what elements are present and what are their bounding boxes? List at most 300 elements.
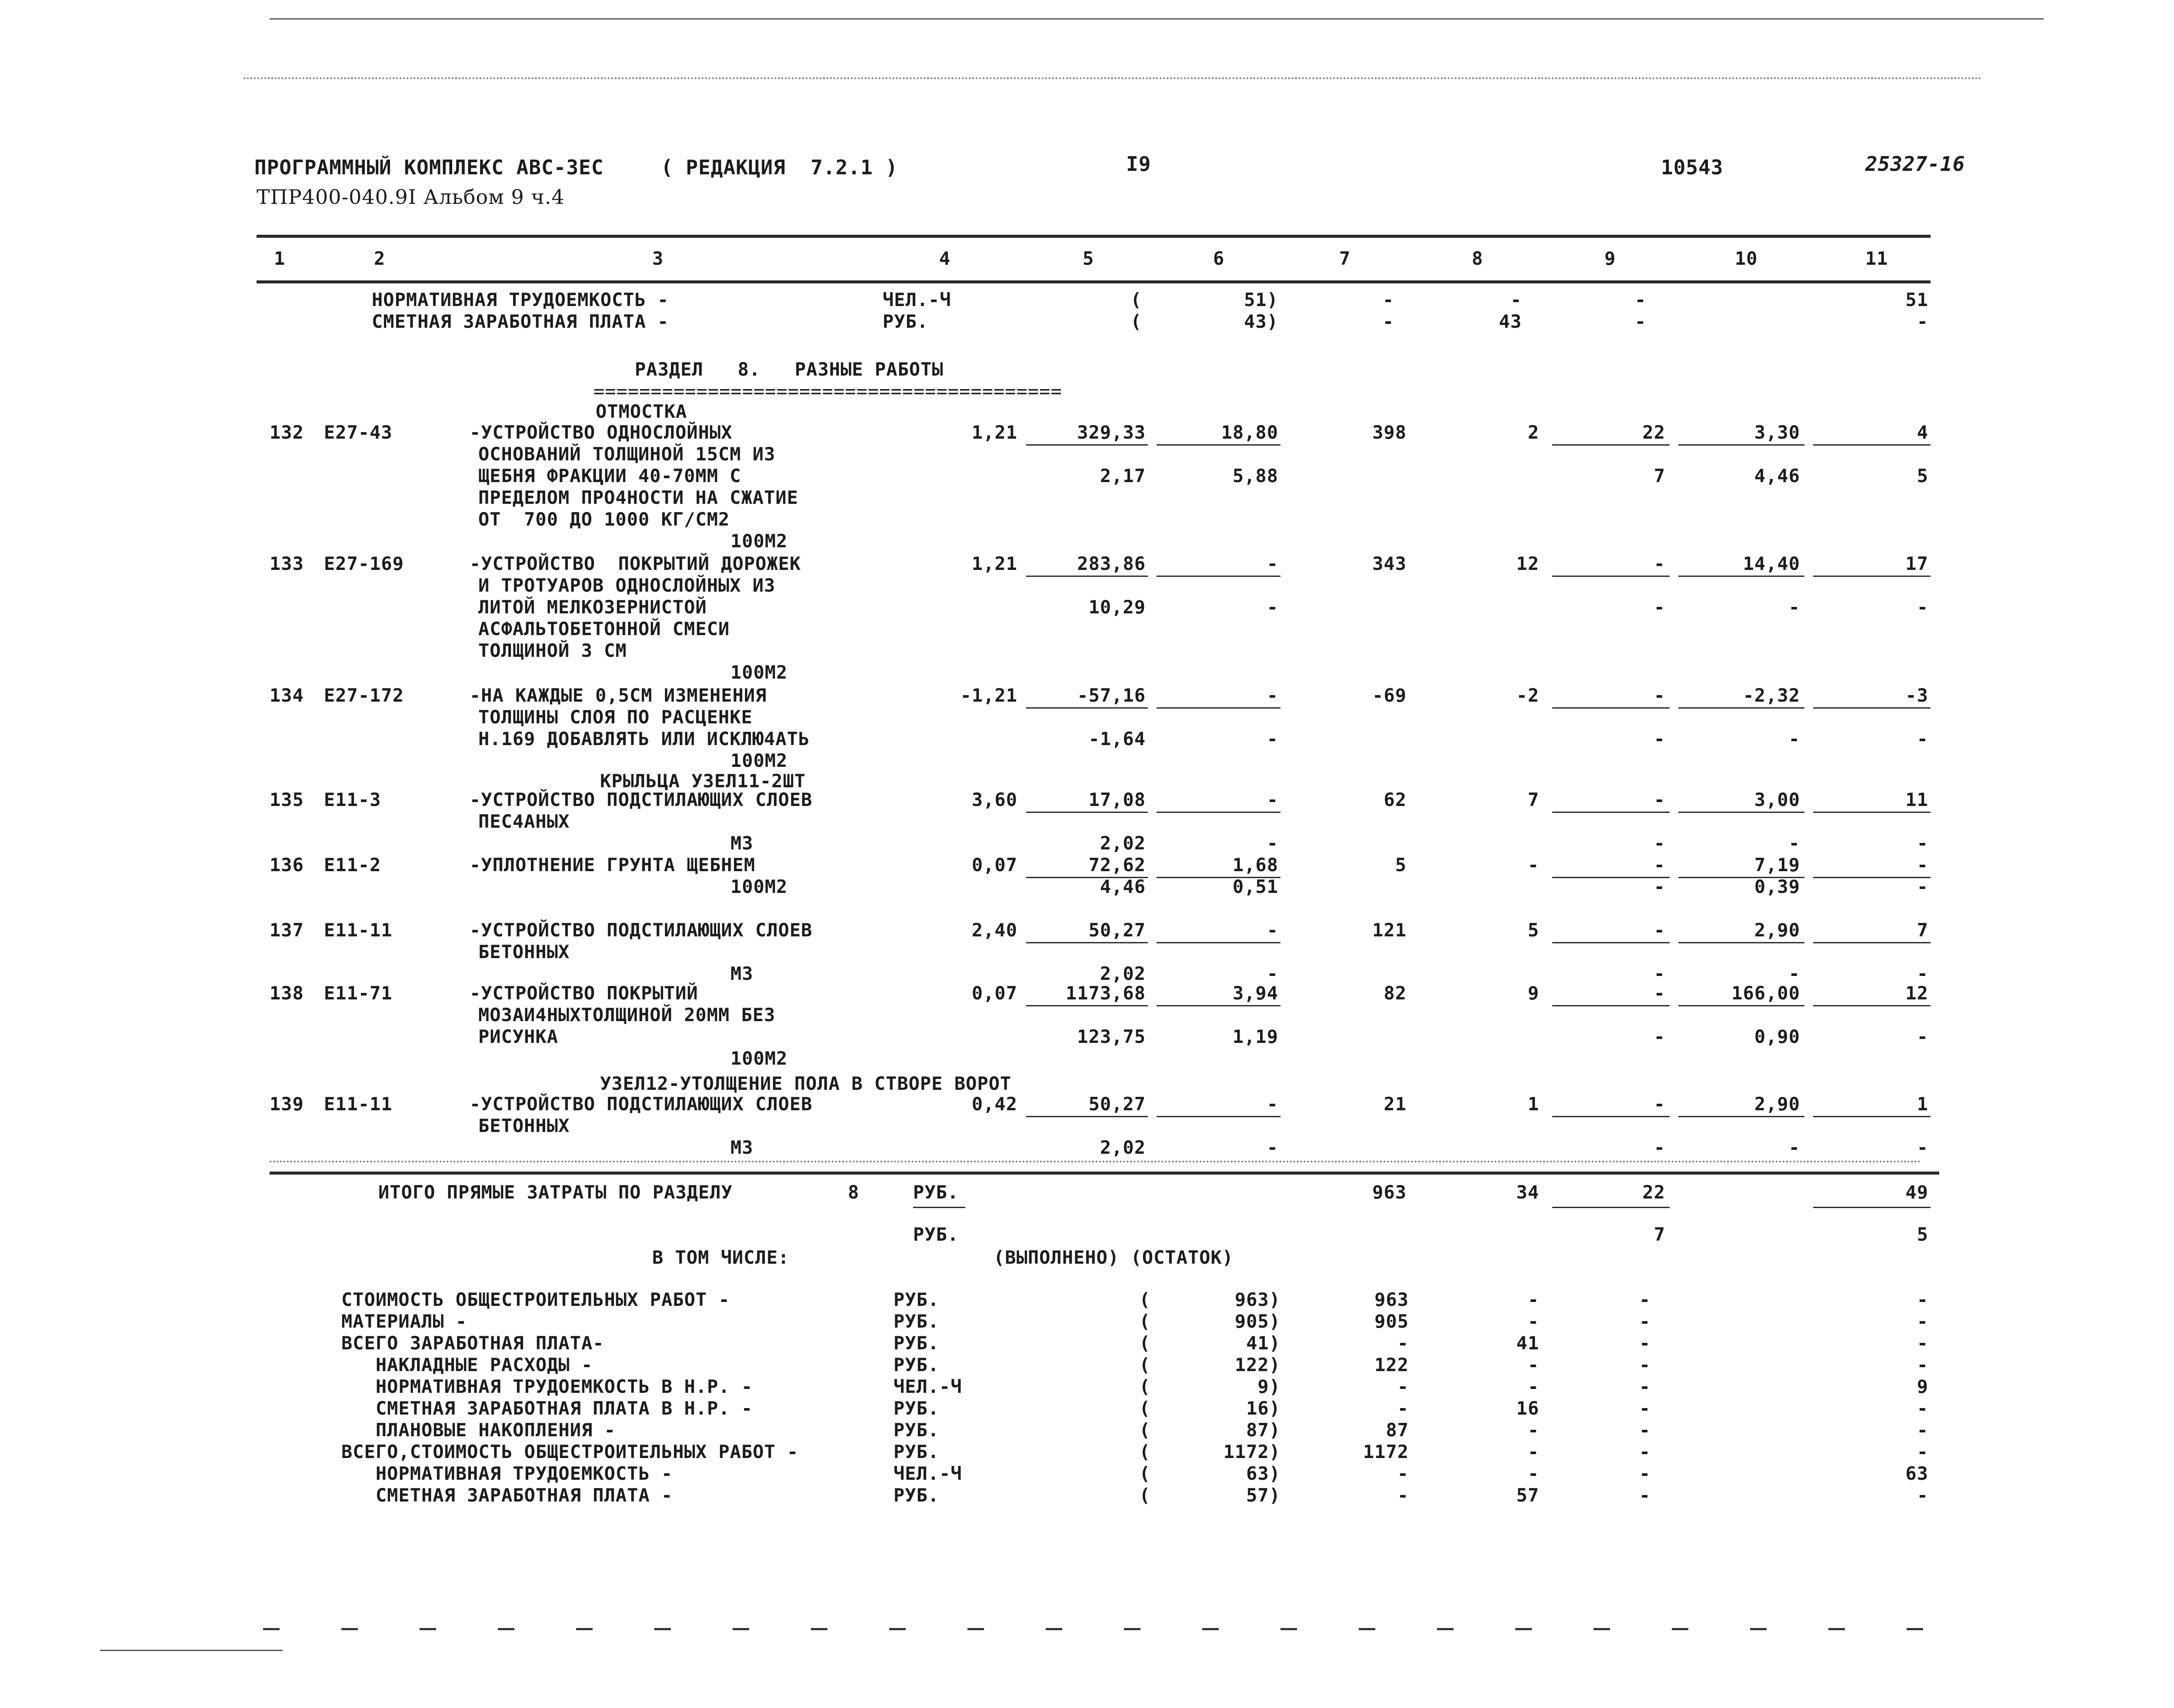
- item-description-line: ТОЛЩИНЫ СЛОЯ ПО РАСЦЕНКЕ: [478, 706, 753, 728]
- summary-c11: 51: [1905, 289, 1928, 310]
- summary-c11: -: [1917, 311, 1928, 332]
- item-c9: 22: [1642, 422, 1665, 443]
- item-c4: 0,42: [971, 1093, 1017, 1115]
- item-c5: -57,16: [1077, 685, 1146, 706]
- item-c10b: 4,46: [1754, 465, 1800, 486]
- item-c6: -: [1267, 685, 1278, 706]
- item-c6: -: [1267, 919, 1278, 941]
- item-c9: -: [1654, 854, 1665, 876]
- item-code: Е11-2: [324, 854, 381, 876]
- breakdown-paren-open: (: [1139, 1463, 1151, 1484]
- bottom-dash: [341, 1628, 358, 1630]
- item-c10: 3,00: [1754, 789, 1800, 810]
- table-top-rule: [257, 235, 1931, 238]
- breakdown-paren-open: (: [1139, 1419, 1151, 1441]
- breakdown-c7: -: [1397, 1485, 1409, 1506]
- bottom-dash: [967, 1628, 984, 1630]
- item-code: Е27-43: [324, 422, 393, 443]
- item-c10-underline: [1678, 576, 1804, 577]
- item-description-line: РИСУНКА: [478, 1026, 559, 1047]
- item-c11b: -: [1917, 876, 1928, 897]
- object-code: 10543: [1661, 156, 1724, 179]
- item-c6b: 1,19: [1232, 1026, 1278, 1047]
- item-c10: 166,00: [1731, 982, 1800, 1004]
- breakdown-paren-open: (: [1139, 1441, 1151, 1462]
- item-c9b: -: [1654, 876, 1665, 897]
- summary-label: НОРМАТИВНАЯ ТРУДОЕМКОСТЬ -: [372, 289, 669, 310]
- item-number: 138: [270, 982, 304, 1004]
- item-c6b: 0,51: [1232, 876, 1278, 897]
- item-description-line: -УСТРОЙСТВО ОДНОСЛОЙНЫХ: [470, 422, 733, 443]
- item-number: 132: [270, 422, 304, 443]
- item-c10-underline: [1678, 1005, 1804, 1006]
- summary-c8: -: [1510, 289, 1522, 310]
- item-c10: 3,30: [1754, 422, 1800, 443]
- item-c11b: 5: [1917, 465, 1928, 486]
- bottom-dash: [811, 1628, 827, 1630]
- item-unit: 100М2: [730, 530, 788, 552]
- item-c11b: -: [1917, 963, 1928, 984]
- item-description-line: -УСТРОЙСТВО ПОДСТИЛАЮЩИХ СЛОЕВ: [470, 1093, 813, 1115]
- item-c4: 1,21: [971, 422, 1017, 443]
- breakdown-unit: ЧЕЛ.-Ч: [894, 1463, 962, 1484]
- bottom-dash: [1828, 1628, 1845, 1630]
- item-unit: 100М2: [730, 1048, 788, 1069]
- item-c6: -: [1267, 553, 1278, 574]
- item-description-line: ЛИТОЙ МЕЛКОЗЕРНИСТОЙ: [478, 596, 707, 618]
- item-c5: 72,62: [1088, 854, 1146, 876]
- item-description-line: АСФАЛЬТОБЕТОННОЙ СМЕСИ: [478, 618, 730, 639]
- item-c9-underline: [1552, 877, 1670, 878]
- item-c11-underline: [1813, 707, 1931, 709]
- item-c5: 50,27: [1088, 1093, 1146, 1115]
- summary-unit: РУБ.: [883, 311, 929, 332]
- breakdown-c7: 87: [1386, 1419, 1409, 1441]
- breakdown-c9: -: [1639, 1311, 1651, 1332]
- breakdown-c9: -: [1639, 1376, 1651, 1397]
- item-code: Е11-11: [324, 919, 393, 941]
- breakdown-c7: 1172: [1363, 1441, 1409, 1462]
- item-description-line: -УСТРОЙСТВО ПОКРЫТИЙ: [470, 982, 698, 1004]
- item-c10b: -: [1788, 728, 1800, 749]
- item-c6: -: [1267, 789, 1278, 810]
- breakdown-c7: -: [1397, 1376, 1409, 1397]
- item-c7: 21: [1384, 1093, 1407, 1115]
- breakdown-c8: 16: [1516, 1398, 1539, 1419]
- bottom-dash: [654, 1628, 671, 1630]
- item-unit: М3: [730, 963, 754, 984]
- item-c6-underline: [1157, 1005, 1280, 1006]
- item-description-line: -УСТРОЙСТВО ПОДСТИЛАЮЩИХ СЛОЕВ: [470, 789, 813, 810]
- breakdown-label: СМЕТНАЯ ЗАРАБОТНАЯ ПЛАТА В Н.Р. -: [341, 1398, 753, 1419]
- breakdown-paren-open: (: [1139, 1354, 1151, 1375]
- item-c11b: -: [1917, 1137, 1928, 1158]
- item-c9-underline: [1552, 707, 1670, 709]
- column-header-7: 7: [1339, 248, 1351, 269]
- breakdown-c11: -: [1917, 1311, 1928, 1332]
- group-label-uzel12: УЗЕЛ12-УТОЛЩЕНИЕ ПОЛА В СТВОРЕ ВОРОТ: [600, 1073, 1012, 1094]
- totals-label: ИТОГО ПРЯМЫЕ ЗАТРАТЫ ПО РАЗДЕЛУ: [378, 1182, 733, 1203]
- item-c8: 2: [1527, 422, 1539, 443]
- item-unit: М3: [730, 832, 754, 854]
- item-c10-underline: [1678, 942, 1804, 943]
- breakdown-paren-value: 122): [1234, 1354, 1280, 1375]
- breakdown-paren-value: 9): [1257, 1376, 1280, 1397]
- breakdown-unit: РУБ.: [894, 1398, 940, 1419]
- summary-c9: -: [1635, 311, 1647, 332]
- table-bottom-rule: [270, 1172, 1939, 1175]
- group-label-kryltsa: КРЫЛЬЦА УЗЕЛ11-2ШТ: [600, 770, 806, 792]
- item-c5: 329,33: [1077, 422, 1146, 443]
- item-c10: 2,90: [1754, 919, 1800, 941]
- breakdown-c7: 122: [1374, 1354, 1409, 1375]
- item-c5: 50,27: [1088, 919, 1146, 941]
- table-bottom-dotted-rule: [270, 1161, 1922, 1162]
- item-c5b: 2,17: [1100, 465, 1146, 486]
- item-c5: 17,08: [1088, 789, 1146, 810]
- item-number: 134: [270, 685, 304, 706]
- breakdown-label: МАТЕРИАЛЫ -: [341, 1311, 467, 1332]
- breakdown-unit: РУБ.: [894, 1419, 940, 1441]
- bottom-dash: [420, 1628, 436, 1630]
- item-unit: 100М2: [730, 662, 788, 683]
- item-number: 139: [270, 1093, 304, 1115]
- totals-c8: 34: [1516, 1182, 1539, 1203]
- item-c5-underline: [1026, 707, 1148, 709]
- item-description-line: -УПЛОТНЕНИЕ ГРУНТА ЩЕБНЕМ: [470, 854, 756, 876]
- document-number: 25327-16: [1865, 152, 1965, 176]
- breakdown-paren-value: 87): [1246, 1419, 1280, 1441]
- breakdown-c8: -: [1527, 1311, 1539, 1332]
- column-header-5: 5: [1083, 248, 1094, 269]
- breakdown-c7: 905: [1374, 1311, 1409, 1332]
- item-c6b: -: [1267, 963, 1278, 984]
- item-c9: -: [1654, 982, 1665, 1004]
- program-name: ПРОГРАММНЫЙ КОМПЛЕКС АВС-3ЕС: [254, 156, 604, 179]
- breakdown-label: СТОИМОСТЬ ОБЩЕСТРОИТЕЛЬНЫХ РАБОТ -: [341, 1289, 730, 1310]
- item-c11b: -: [1917, 832, 1928, 854]
- item-c9: -: [1654, 553, 1665, 574]
- item-c10b: 0,90: [1754, 1026, 1800, 1047]
- item-c4: 3,60: [971, 789, 1017, 810]
- item-c5b: 4,46: [1100, 876, 1146, 897]
- table-header-rule: [257, 280, 1931, 283]
- summary-c7: -: [1383, 289, 1394, 310]
- breakdown-paren-value: 57): [1246, 1485, 1280, 1506]
- item-number: 133: [270, 553, 304, 574]
- item-c7: 62: [1384, 789, 1407, 810]
- breakdown-c9: -: [1639, 1485, 1651, 1506]
- totals-c7: 963: [1372, 1182, 1407, 1203]
- item-c6b: -: [1267, 832, 1278, 854]
- breakdown-unit: РУБ.: [894, 1311, 940, 1332]
- totals-c9b: 7: [1654, 1224, 1665, 1245]
- breakdown-unit: РУБ.: [894, 1354, 940, 1375]
- item-description-line: -УСТРОЙСТВО ПОКРЫТИЙ ДОРОЖЕК: [470, 553, 801, 574]
- item-description-line: БЕТОННЫХ: [478, 1115, 570, 1136]
- breakdown-c7: 963: [1374, 1289, 1409, 1310]
- item-c9: -: [1654, 685, 1665, 706]
- item-c11-underline: [1813, 877, 1931, 878]
- breakdown-unit: РУБ.: [894, 1332, 940, 1354]
- item-number: 137: [270, 919, 304, 941]
- column-header-1: 1: [274, 248, 286, 269]
- item-c6: -: [1267, 1093, 1278, 1115]
- item-c5b: 2,02: [1100, 1137, 1146, 1158]
- column-header-9: 9: [1604, 248, 1616, 269]
- breakdown-label: ПЛАНОВЫЕ НАКОПЛЕНИЯ -: [341, 1419, 616, 1441]
- item-c9-underline: [1552, 1005, 1670, 1006]
- item-description-line: И ТРОТУАРОВ ОДНОСЛОЙНЫХ ИЗ: [478, 575, 776, 596]
- edition: ( РЕДАКЦИЯ 7.2.1 ): [661, 156, 898, 179]
- breakdown-c9: -: [1639, 1398, 1651, 1419]
- breakdown-label: НОРМАТИВНАЯ ТРУДОЕМКОСТЬ В Н.Р. -: [341, 1376, 753, 1397]
- item-c5-underline: [1026, 1005, 1148, 1006]
- breakdown-c11: -: [1917, 1441, 1928, 1462]
- item-description-line: МОЗАИ4НЫХТОЛЩИНОЙ 20ММ БЕЗ: [478, 1004, 776, 1025]
- item-code: Е11-71: [324, 982, 393, 1004]
- breakdown-c7: -: [1397, 1463, 1409, 1484]
- item-c9: -: [1654, 1093, 1665, 1115]
- item-c11: -3: [1905, 685, 1928, 706]
- breakdown-c11: 9: [1917, 1376, 1928, 1397]
- breakdown-c11: -: [1917, 1419, 1928, 1441]
- item-c9b: -: [1654, 832, 1665, 854]
- breakdown-label: НАКЛАДНЫЕ РАСХОДЫ -: [341, 1354, 593, 1375]
- breakdown-paren-value: 16): [1246, 1398, 1280, 1419]
- breakdown-c8: -: [1527, 1289, 1539, 1310]
- item-c6b: -: [1267, 1137, 1278, 1158]
- item-c9b: -: [1654, 963, 1665, 984]
- column-header-3: 3: [652, 248, 664, 269]
- breakdown-paren-value: 963): [1234, 1289, 1280, 1310]
- breakdown-c7: -: [1397, 1332, 1409, 1354]
- bottom-dash: [1437, 1628, 1454, 1630]
- item-description-line: ОТ 700 ДО 1000 КГ/СМ2: [478, 509, 730, 530]
- totals-c11-underline: [1813, 1207, 1931, 1208]
- item-c7: 343: [1372, 553, 1407, 574]
- item-c5-underline: [1026, 812, 1148, 813]
- item-c11: 1: [1917, 1093, 1928, 1115]
- summary-paren-open: (: [1130, 311, 1142, 332]
- bottom-dash: [1124, 1628, 1140, 1630]
- breakdown-c8: -: [1527, 1463, 1539, 1484]
- item-c5b: 123,75: [1077, 1026, 1146, 1047]
- item-code: Е27-169: [324, 553, 404, 574]
- bottom-dash: [263, 1628, 280, 1630]
- totals-section-number: 8: [848, 1182, 860, 1203]
- bottom-dash: [1672, 1628, 1688, 1630]
- column-header-8: 8: [1472, 248, 1484, 269]
- item-c9-underline: [1552, 942, 1670, 943]
- item-c10b: -: [1788, 963, 1800, 984]
- breakdown-unit: РУБ.: [894, 1441, 940, 1462]
- breakdown-c11: -: [1917, 1485, 1928, 1506]
- item-c10: -2,32: [1743, 685, 1800, 706]
- breakdown-c9: -: [1639, 1289, 1651, 1310]
- item-number: 136: [270, 854, 304, 876]
- item-c6-underline: [1157, 1116, 1280, 1117]
- item-c11-underline: [1813, 1116, 1931, 1117]
- top-rule: [270, 18, 2044, 20]
- item-c7: 398: [1372, 422, 1407, 443]
- section-underline: =========================================: [594, 380, 1062, 402]
- item-c10-underline: [1678, 707, 1804, 709]
- item-description-line: Н.169 ДОБАВЛЯТЬ ИЛИ ИСКЛЮ4АТЬ: [478, 728, 810, 749]
- bottom-dash: [1280, 1628, 1297, 1630]
- breakdown-paren-value: 905): [1234, 1311, 1280, 1332]
- breakdown-c8: -: [1527, 1376, 1539, 1397]
- item-c10b: 0,39: [1754, 876, 1800, 897]
- breakdown-c11: -: [1917, 1398, 1928, 1419]
- item-unit: 100М2: [730, 876, 788, 897]
- item-c6: 1,68: [1232, 854, 1278, 876]
- bottom-left-rule: [100, 1650, 283, 1651]
- breakdown-c9: -: [1639, 1441, 1651, 1462]
- breakdown-c8: 57: [1516, 1485, 1539, 1506]
- item-c8: 9: [1527, 982, 1539, 1004]
- item-c6b: -: [1267, 728, 1278, 749]
- item-c11-underline: [1813, 576, 1931, 577]
- item-c7: 121: [1372, 919, 1407, 941]
- group-label-otmostka: ОТМОСТКА: [596, 401, 687, 422]
- item-c7: -69: [1372, 685, 1407, 706]
- breakdown-paren-open: (: [1139, 1332, 1151, 1354]
- bottom-dash: [576, 1628, 593, 1630]
- bottom-dash: [1750, 1628, 1767, 1630]
- item-c8: 7: [1527, 789, 1539, 810]
- item-c11: -: [1917, 854, 1928, 876]
- breakdown-c8: -: [1527, 1354, 1539, 1375]
- bottom-dash: [1359, 1628, 1375, 1630]
- breakdown-unit: ЧЕЛ.-Ч: [894, 1376, 962, 1397]
- item-c10b: -: [1788, 1137, 1800, 1158]
- item-c11-underline: [1813, 812, 1931, 813]
- item-c8: -2: [1516, 685, 1539, 706]
- item-c11b: -: [1917, 1026, 1928, 1047]
- album-title: ТПР400-040.9I Альбом 9 ч.4: [257, 185, 565, 209]
- item-c8: 1: [1527, 1093, 1539, 1115]
- bottom-dash: [1515, 1628, 1532, 1630]
- breakdown-c11: -: [1917, 1354, 1928, 1375]
- item-c6-underline: [1157, 444, 1280, 446]
- breakdown-c7: -: [1397, 1398, 1409, 1419]
- item-c5b: 2,02: [1100, 832, 1146, 854]
- breakdown-c11: -: [1917, 1289, 1928, 1310]
- item-description-line: ПЕС4АНЫХ: [478, 811, 570, 832]
- item-c9-underline: [1552, 576, 1670, 577]
- item-c8: 5: [1527, 919, 1539, 941]
- breakdown-label: ВСЕГО,СТОИМОСТЬ ОБЩЕСТРОИТЕЛЬНЫХ РАБОТ -: [341, 1441, 799, 1462]
- item-c9: -: [1654, 789, 1665, 810]
- item-c11: 11: [1905, 789, 1928, 810]
- item-c6: 18,80: [1221, 422, 1278, 443]
- totals-c9-underline: [1552, 1207, 1670, 1208]
- breakdown-paren-open: (: [1139, 1485, 1151, 1506]
- totals-unit2: РУБ.: [913, 1224, 959, 1245]
- column-header-10: 10: [1735, 248, 1758, 269]
- item-c4: 2,40: [971, 919, 1017, 941]
- item-c11: 7: [1917, 919, 1928, 941]
- breakdown-c11: 63: [1905, 1463, 1928, 1484]
- item-c7: 5: [1395, 854, 1407, 876]
- bottom-dash: [733, 1628, 749, 1630]
- item-c10-underline: [1678, 1116, 1804, 1117]
- item-description-line: ОСНОВАНИЙ ТОЛЩИНОЙ 15СМ ИЗ: [478, 443, 776, 465]
- breakdown-label: СМЕТНАЯ ЗАРАБОТНАЯ ПЛАТА -: [341, 1485, 673, 1506]
- item-c11-underline: [1813, 942, 1931, 943]
- item-c6-underline: [1157, 707, 1280, 709]
- item-code: Е11-11: [324, 1093, 393, 1115]
- item-description-line: -НА КАЖДЫЕ 0,5СМ ИЗМЕНЕНИЯ: [470, 685, 767, 706]
- item-c11-underline: [1813, 444, 1931, 446]
- item-c10-underline: [1678, 444, 1804, 446]
- breakdown-unit: РУБ.: [894, 1289, 940, 1310]
- summary-label: СМЕТНАЯ ЗАРАБОТНАЯ ПЛАТА -: [372, 311, 669, 332]
- item-description-line: -УСТРОЙСТВО ПОДСТИЛАЮЩИХ СЛОЕВ: [470, 919, 813, 941]
- item-unit: 100М2: [730, 750, 788, 771]
- item-c11: 17: [1905, 553, 1928, 574]
- breakdown-c8: -: [1527, 1419, 1539, 1441]
- summary-unit: ЧЕЛ.-Ч: [883, 289, 951, 310]
- totals-c11: 49: [1905, 1182, 1928, 1203]
- item-c6-underline: [1157, 576, 1280, 577]
- item-code: Е11-3: [324, 789, 381, 810]
- item-c5: 283,86: [1077, 553, 1146, 574]
- column-header-11: 11: [1865, 248, 1888, 269]
- bottom-dash: [498, 1628, 514, 1630]
- summary-paren-open: (: [1130, 289, 1142, 310]
- item-c11b: -: [1917, 728, 1928, 749]
- item-c9b: -: [1654, 596, 1665, 618]
- item-description-line: ЩЕБНЯ ФРАКЦИИ 40-70ММ С: [478, 465, 741, 486]
- breakdown-paren-value: 41): [1246, 1332, 1280, 1354]
- item-c10: 14,40: [1743, 553, 1800, 574]
- item-c10-underline: [1678, 812, 1804, 813]
- item-c9b: -: [1654, 1026, 1665, 1047]
- item-c9b: -: [1654, 728, 1665, 749]
- breakdown-label: НОРМАТИВНАЯ ТРУДОЕМКОСТЬ -: [341, 1463, 673, 1484]
- totals-including: В ТОМ ЧИСЛЕ:: [652, 1247, 790, 1268]
- summary-paren-value: 51): [1244, 289, 1278, 310]
- item-c5: 1173,68: [1065, 982, 1146, 1004]
- breakdown-paren-open: (: [1139, 1289, 1151, 1310]
- summary-c7: -: [1383, 311, 1394, 332]
- item-c5b: 2,02: [1100, 963, 1146, 984]
- page-number: I9: [1126, 152, 1151, 176]
- item-c9-underline: [1552, 812, 1670, 813]
- totals-unit-underline: [913, 1207, 965, 1208]
- item-c10b: -: [1788, 596, 1800, 618]
- item-c5-underline: [1026, 444, 1148, 446]
- item-c4: 0,07: [971, 854, 1017, 876]
- bottom-dash: [1594, 1628, 1610, 1630]
- item-c5-underline: [1026, 1116, 1148, 1117]
- item-c4: 1,21: [971, 553, 1017, 574]
- item-c5-underline: [1026, 576, 1148, 577]
- breakdown-c11: -: [1917, 1332, 1928, 1354]
- column-header-6: 6: [1213, 248, 1225, 269]
- breakdown-c9: -: [1639, 1332, 1651, 1354]
- column-header-2: 2: [374, 248, 386, 269]
- item-c8: -: [1527, 854, 1539, 876]
- breakdown-paren-open: (: [1139, 1398, 1151, 1419]
- section-title: РАЗДЕЛ 8. РАЗНЫЕ РАБОТЫ: [635, 359, 944, 380]
- summary-paren-value: 43): [1244, 311, 1278, 332]
- item-c9-underline: [1552, 444, 1670, 446]
- totals-c11b: 5: [1917, 1224, 1928, 1245]
- breakdown-c9: -: [1639, 1354, 1651, 1375]
